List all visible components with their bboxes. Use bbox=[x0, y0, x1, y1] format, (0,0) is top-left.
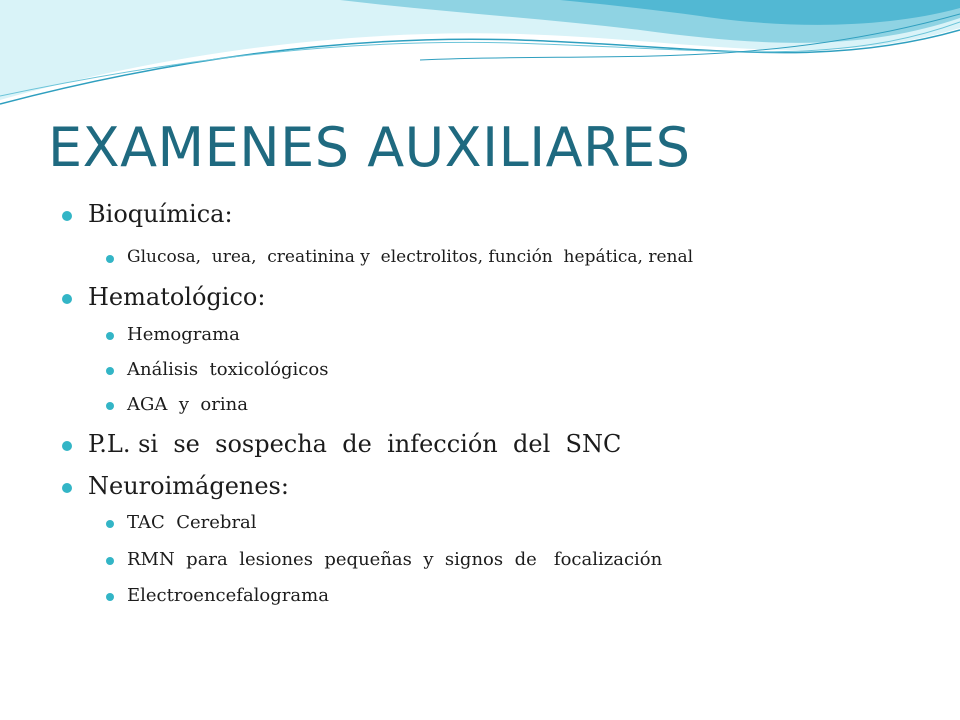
bullet-dot bbox=[106, 593, 114, 601]
bullet-dot bbox=[106, 520, 114, 528]
bullet-dot bbox=[62, 211, 72, 221]
bullet-dot bbox=[106, 332, 114, 340]
bullet-text: Glucosa, urea, creatinina y electrolitos, función hepática, renal bbox=[127, 247, 694, 267]
bullet-text: Bioquímica: bbox=[88, 200, 233, 228]
bullet-text: Electroencefalograma bbox=[127, 585, 329, 606]
bullet-dot bbox=[106, 402, 114, 410]
bullet-dot bbox=[106, 367, 114, 375]
bullet-text: P.L. si se sospecha de infección del SNC bbox=[88, 430, 622, 458]
slide-title: EXAMENES AUXILIARES bbox=[48, 116, 691, 179]
bullet-dot bbox=[62, 483, 72, 493]
header-wave-decoration bbox=[0, 0, 960, 130]
bullet-text: Hemograma bbox=[127, 324, 240, 345]
bullet-dot bbox=[62, 441, 72, 451]
bullet-dot bbox=[106, 557, 114, 565]
bullet-text: Análisis toxicológicos bbox=[127, 359, 329, 380]
bullet-text: AGA y orina bbox=[127, 394, 248, 415]
bullet-dot bbox=[62, 294, 72, 304]
bullet-text: TAC Cerebral bbox=[127, 512, 257, 533]
bullet-dot bbox=[106, 255, 114, 263]
bullet-text: RMN para lesiones pequeñas y signos de focalización bbox=[127, 549, 663, 570]
bullet-text: Neuroimágenes: bbox=[88, 472, 289, 500]
bullet-text: Hematológico: bbox=[88, 283, 266, 311]
